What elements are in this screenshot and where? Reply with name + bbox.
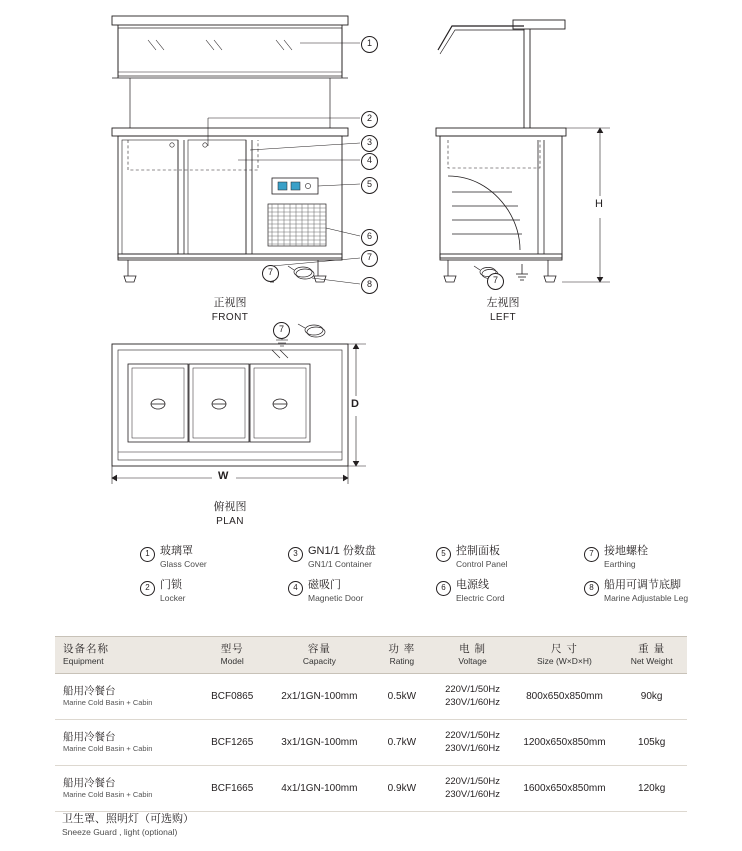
cell-equipment	[55, 685, 197, 708]
cell-equipment-cn: 船用冷餐台	[63, 730, 116, 743]
cell-model: BCF0865	[211, 691, 254, 702]
legend-item-electric-cord	[436, 579, 584, 604]
legend-num: 7	[584, 547, 599, 562]
legend-label-cn: 门锁	[160, 578, 182, 591]
header-equipment-cn: 设备名称	[63, 643, 109, 656]
header-weight-cn: 重 量	[638, 643, 666, 656]
header-rating-cn: 功 率	[388, 643, 416, 656]
cell-equipment	[55, 731, 197, 754]
callout-6: 6	[361, 229, 378, 246]
legend	[140, 545, 740, 613]
header-weight	[616, 643, 687, 667]
caption-left-cn: 左视图	[486, 297, 520, 309]
cell-equipment-cn: 船用冷餐台	[63, 776, 116, 789]
caption-plan	[175, 500, 285, 528]
legend-label-cn: 船用可调节底脚	[604, 578, 681, 591]
legend-text	[160, 545, 207, 570]
legend-text	[456, 579, 505, 604]
cell-rating: 0.9kW	[387, 783, 417, 794]
cell-voltage	[432, 730, 512, 755]
legend-num: 3	[288, 547, 303, 562]
caption-left	[448, 296, 558, 324]
cell-weight: 120kg	[638, 783, 666, 794]
legend-item-adjustable-leg	[584, 579, 732, 604]
legend-row	[140, 545, 740, 579]
legend-label-cn: 控制面板	[456, 545, 500, 557]
header-capacity-en: Capacity	[302, 656, 336, 667]
legend-label-cn: 玻璃罩	[160, 545, 193, 557]
table-row	[55, 766, 687, 812]
legend-text	[160, 579, 186, 604]
header-model-cn: 型号	[220, 643, 244, 656]
legend-item-earthing	[584, 545, 732, 570]
callout-4: 4	[361, 153, 378, 170]
dimension-h: H	[595, 198, 603, 210]
legend-label-en: Marine Adjustable Leg	[604, 592, 689, 603]
optional-footnote	[62, 812, 194, 838]
header-voltage-en: Voltage	[458, 656, 487, 667]
legend-num: 5	[436, 547, 451, 562]
cell-model: BCF1665	[211, 783, 254, 794]
cell-voltage-2: 230V/1/60Hz	[445, 742, 501, 754]
header-size	[513, 643, 617, 667]
legend-label-en: Magnetic Door	[308, 592, 364, 603]
legend-num: 4	[288, 581, 303, 596]
cell-model: BCF1265	[211, 737, 254, 748]
callout-7: 7	[361, 250, 378, 267]
header-weight-en: Net Weight	[630, 656, 673, 667]
cell-rating: 0.7kW	[387, 737, 417, 748]
header-voltage	[432, 643, 512, 667]
legend-label-cn: GN1/1 份数盘	[308, 545, 376, 557]
footnote-en: Sneeze Guard , light (optional)	[62, 826, 178, 837]
footnote-cn: 卫生罩、照明灯（可选购）	[62, 813, 194, 825]
caption-front-en: FRONT	[211, 311, 249, 323]
legend-label-en: Glass Cover	[160, 558, 207, 569]
legend-text	[456, 545, 508, 570]
cell-voltage-1: 220V/1/50Hz	[445, 684, 501, 696]
cell-voltage	[432, 684, 512, 709]
legend-label-cn: 磁吸门	[308, 578, 341, 591]
table-row	[55, 720, 687, 766]
header-capacity-cn: 容量	[307, 643, 331, 656]
caption-plan-en: PLAN	[216, 515, 244, 527]
header-capacity	[268, 643, 372, 667]
cell-size: 1200x650x850mm	[523, 737, 606, 748]
caption-plan-cn: 俯视图	[213, 501, 247, 513]
callout-7-plan: 7	[273, 322, 290, 339]
legend-label-en: Earthing	[604, 558, 636, 569]
legend-num: 6	[436, 581, 451, 596]
legend-label-en: GN1/1 Container	[308, 558, 372, 569]
cell-voltage-2: 230V/1/60Hz	[445, 696, 501, 708]
callout-1: 1	[361, 36, 378, 53]
cell-voltage-1: 220V/1/50Hz	[445, 730, 501, 742]
cell-equipment-cn: 船用冷餐台	[63, 684, 116, 697]
header-size-en: Size (W×D×H)	[537, 656, 592, 667]
cell-weight: 105kg	[638, 737, 666, 748]
header-model-en: Model	[220, 656, 244, 667]
legend-label-cn: 接地螺栓	[604, 545, 648, 557]
header-rating	[371, 643, 432, 667]
legend-text	[604, 579, 688, 604]
caption-left-en: LEFT	[489, 311, 517, 323]
legend-item-gn-container	[288, 545, 436, 570]
legend-item-magnetic-door	[288, 579, 436, 604]
cell-weight: 90kg	[640, 691, 663, 702]
callout-5: 5	[361, 177, 378, 194]
legend-label-cn: 电源线	[456, 578, 489, 591]
caption-front	[175, 296, 285, 324]
cell-voltage-2: 230V/1/60Hz	[445, 788, 501, 800]
callout-7-front: 7	[262, 265, 279, 282]
cell-capacity: 3x1/1GN-100mm	[281, 737, 358, 748]
cell-voltage-1: 220V/1/50Hz	[445, 776, 501, 788]
legend-item-locker	[140, 579, 288, 604]
legend-label-en: Control Panel	[456, 558, 508, 569]
legend-label-en: Electric Cord	[456, 592, 505, 603]
legend-text	[308, 545, 376, 570]
dimension-w: W	[218, 470, 229, 482]
dimension-d: D	[351, 398, 359, 410]
legend-text	[604, 545, 648, 570]
table-row	[55, 674, 687, 720]
legend-item-control-panel	[436, 545, 584, 570]
header-equipment-en: Equipment	[63, 656, 104, 667]
cell-rating: 0.5kW	[387, 691, 417, 702]
legend-num: 1	[140, 547, 155, 562]
header-voltage-cn: 电 制	[459, 643, 486, 656]
header-model	[197, 643, 268, 667]
spec-table	[55, 636, 687, 812]
legend-row	[140, 579, 740, 613]
cell-equipment	[55, 777, 197, 800]
legend-label-en: Locker	[160, 592, 186, 603]
legend-item-glass-cover	[140, 545, 288, 570]
cell-capacity: 2x1/1GN-100mm	[281, 691, 358, 702]
legend-num: 8	[584, 581, 599, 596]
header-size-cn: 尺 寸	[550, 643, 578, 656]
legend-text	[308, 579, 363, 604]
callout-8: 8	[361, 277, 378, 294]
callout-2: 2	[361, 111, 378, 128]
legend-num: 2	[140, 581, 155, 596]
header-rating-en: Rating	[389, 656, 415, 667]
cell-voltage	[432, 776, 512, 801]
cell-size: 800x650x850mm	[526, 691, 603, 702]
callout-7-left: 7	[487, 273, 504, 290]
cell-size: 1600x650x850mm	[523, 783, 606, 794]
table-header-row	[55, 636, 687, 674]
header-equipment	[55, 643, 197, 667]
cell-equipment-en: Marine Cold Basin + Cabin	[63, 790, 153, 800]
callout-3: 3	[361, 135, 378, 152]
cell-equipment-en: Marine Cold Basin + Cabin	[63, 698, 153, 708]
cell-equipment-en: Marine Cold Basin + Cabin	[63, 744, 153, 754]
caption-front-cn: 正视图	[213, 297, 247, 309]
cell-capacity: 4x1/1GN-100mm	[281, 783, 358, 794]
